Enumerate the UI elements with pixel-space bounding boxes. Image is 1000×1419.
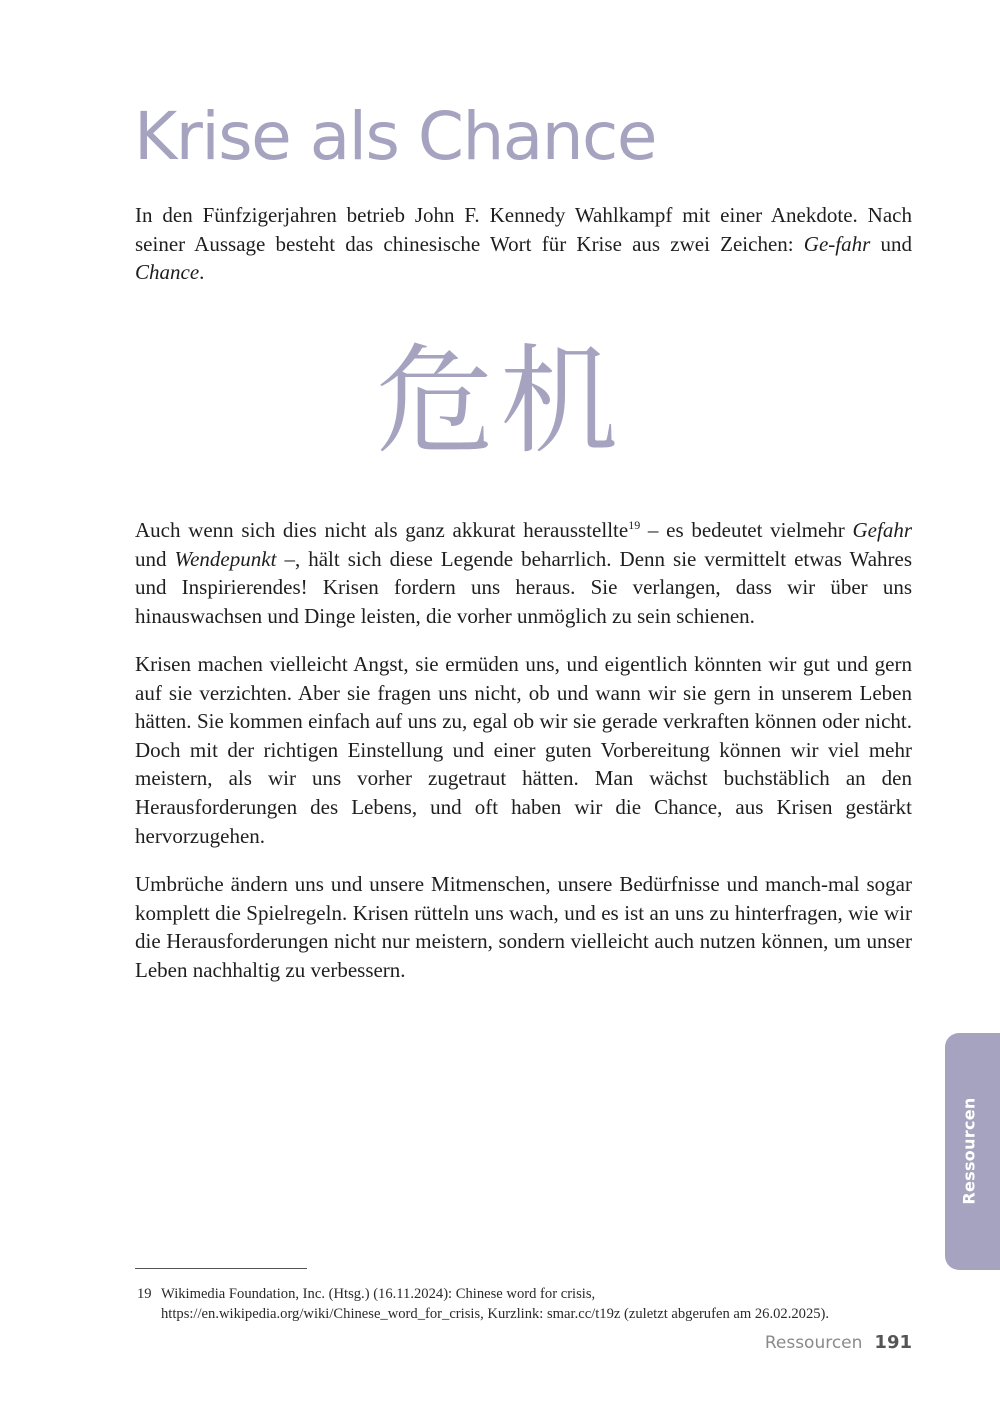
intro-emphasis-chance: Chance bbox=[135, 260, 200, 285]
paragraph1-text-3: und bbox=[135, 546, 175, 571]
chinese-crisis-characters: 危机 bbox=[375, 332, 624, 470]
footnote-reference[interactable]: 19 bbox=[628, 518, 641, 532]
intro-text-3: . bbox=[199, 260, 205, 285]
paragraph1-emphasis-wendepunkt: Wendepunkt bbox=[174, 546, 277, 571]
footnote-divider bbox=[135, 1268, 307, 1269]
paragraph1-emphasis-gefahr: Gefahr bbox=[852, 518, 913, 542]
chapter-side-tab-label: Ressourcen bbox=[959, 1097, 979, 1205]
intro-text-2: und bbox=[870, 231, 912, 256]
intro-text-1: In den Fünfzigerjahren betrieb John F. Kennedy Wahlkampf mit einer Anekdote. Nach seiner Aussage besteht das chinesische Wort für Krise aus zwei Zeichen: bbox=[135, 203, 912, 256]
footnote-number: 19 bbox=[137, 1286, 152, 1302]
body-paragraph-1 bbox=[135, 516, 912, 630]
page-title: Krise als Chance bbox=[134, 98, 656, 175]
body-paragraph-3: Umbrüche ändern uns und unsere Mitmenschen, unsere Bedürfnisse und manch-mal sogar komplett die Spielregeln. Krisen rütteln uns wach, und es ist an uns zu hinterfragen, wie wir die Herausforderungen nicht nur meistern, sondern vielleicht auch nutzen können, um unser Leben nachhaltig zu verbessern. bbox=[135, 872, 912, 982]
paragraph1-text-1: Auch wenn sich dies nicht als ganz akkurat herausstellte bbox=[135, 518, 629, 542]
page-footer bbox=[765, 1332, 912, 1353]
paragraph1-text-4: –, hält sich diese Legende beharrlich. Denn sie vermittelt etwas Wahres und Inspirierendes! Krisen fordern uns heraus. Sie verlangen, dass wir über uns hinauswachsen und Dinge leisten, die vorher unmöglich zu sein schienen. bbox=[135, 546, 913, 628]
page-number: 191 bbox=[874, 1332, 912, 1353]
intro-paragraph bbox=[135, 201, 912, 287]
footer-section-name: Ressourcen bbox=[764, 1333, 863, 1353]
intro-emphasis-gefahr: Ge-fahr bbox=[803, 231, 871, 256]
footnote bbox=[135, 1284, 912, 1324]
paragraph1-text-2: – es bedeutet vielmehr bbox=[640, 518, 853, 542]
footnote-text: Wikimedia Foundation, Inc. (Htsg.) (16.11.2024): Chinese word for crisis, https://en.wikipedia.org/wiki/Chinese_word_for_crisis, Kurzlink: smar.cc/t19z (zuletzt abgerufen am 26.02.2025). bbox=[161, 1286, 830, 1322]
body-paragraph-2: Krisen machen vielleicht Angst, sie ermüden uns, und eigentlich könnten wir gut und gern auf sie verzichten. Aber sie fragen uns nicht, ob und wann wir sie gern in unserem Leben hätten. Sie kommen einfach auf uns zu, egal ob wir sie gerade verkraften können oder nicht. Doch mit der richtigen Einstellung und einer guten Vorbereitung können wir viel mehr meistern, als wir uns vorher zugetraut hätten. Man wächst buchstäblich an den Herausforderungen des Lebens, und oft haben wir die Chance, aus Krisen gestärkt hervorzugehen. bbox=[135, 652, 912, 848]
